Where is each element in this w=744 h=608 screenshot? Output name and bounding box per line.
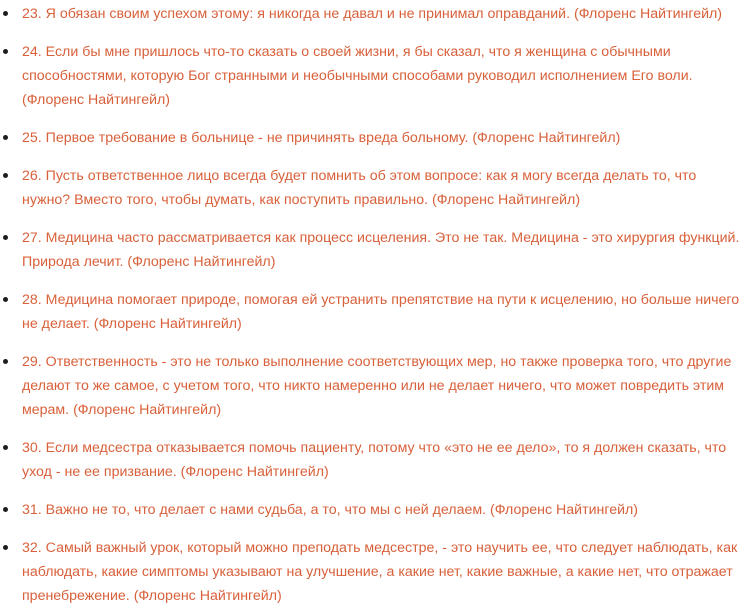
- quote-item-23: [0, 2, 744, 26]
- quote-text: 31. Важно не то, что делает с нами судьба, а то, что мы с ней делаем. (Флоренс Найтингейл): [22, 502, 639, 518]
- quote-item-24: [0, 40, 744, 112]
- quote-text: 29. Ответственность - это не только выполнение соответствующих мер, но также проверка того, что другие делают то же самое, с учетом того, что никто намеренно или не делает ничего, что может повредить этим мерам. (Флоренс Найтингейл): [22, 354, 732, 418]
- quote-item-28: [0, 288, 744, 336]
- quote-item-26: [0, 164, 744, 212]
- quote-text: 24. Если бы мне пришлось что-то сказать о своей жизни, я бы сказал, что я женщина с обычными способностями, которую Бог странными и необычными способами руководил исполнением Его воли. (Флоренс Найтингейл): [22, 44, 693, 108]
- bullet-icon: [3, 49, 8, 54]
- quote-text: 32. Самый важный урок, который можно преподать медсестре, - это научить ее, что следует наблюдать, как наблюдать, какие симптомы указывают на улучшение, а какие нет, какие важные, а какие нет, что отражает пренебрежение. (Флоренс Найтингейл): [22, 540, 738, 604]
- bullet-icon: [3, 135, 8, 140]
- bullet-icon: [3, 507, 8, 512]
- quote-text: 23. Я обязан своим успехом этому: я никогда не давал и не принимал оправданий. (Флоренс Найтингейл): [22, 6, 723, 22]
- quote-item-30: [0, 436, 744, 484]
- bullet-icon: [3, 545, 8, 550]
- bullet-icon: [3, 173, 8, 178]
- quote-text: 27. Медицина часто рассматривается как процесс исцеления. Это не так. Медицина - это хирургия функций. Природа лечит. (Флоренс Найтингейл): [22, 230, 740, 270]
- quote-text: 30. Если медсестра отказывается помочь пациенту, потому что «это не ее дело», то я должен сказать, что уход - не ее призвание. (Флоренс Найтингейл): [22, 440, 727, 480]
- quote-item-31: [0, 498, 744, 522]
- quote-item-29: [0, 350, 744, 422]
- quote-item-32: [0, 536, 744, 608]
- bullet-icon: [3, 359, 8, 364]
- bullet-icon: [3, 445, 8, 450]
- bullet-icon: [3, 235, 8, 240]
- quote-text: 25. Первое требование в больнице - не причинять вреда больному. (Флоренс Найтингейл): [22, 130, 621, 146]
- quote-item-27: [0, 226, 744, 274]
- quote-text: 28. Медицина помогает природе, помогая ей устранить препятствие на пути к исцелению, но больше ничего не делает. (Флоренс Найтингейл): [22, 292, 740, 332]
- quote-text: 26. Пусть ответственное лицо всегда будет помнить об этом вопросе: как я могу всегда делать то, что нужно? Вместо того, чтобы думать, как поступить правильно. (Флоренс Найтингейл): [22, 168, 697, 208]
- bullet-icon: [3, 297, 8, 302]
- bullet-icon: [3, 11, 8, 16]
- quote-item-25: [0, 126, 744, 150]
